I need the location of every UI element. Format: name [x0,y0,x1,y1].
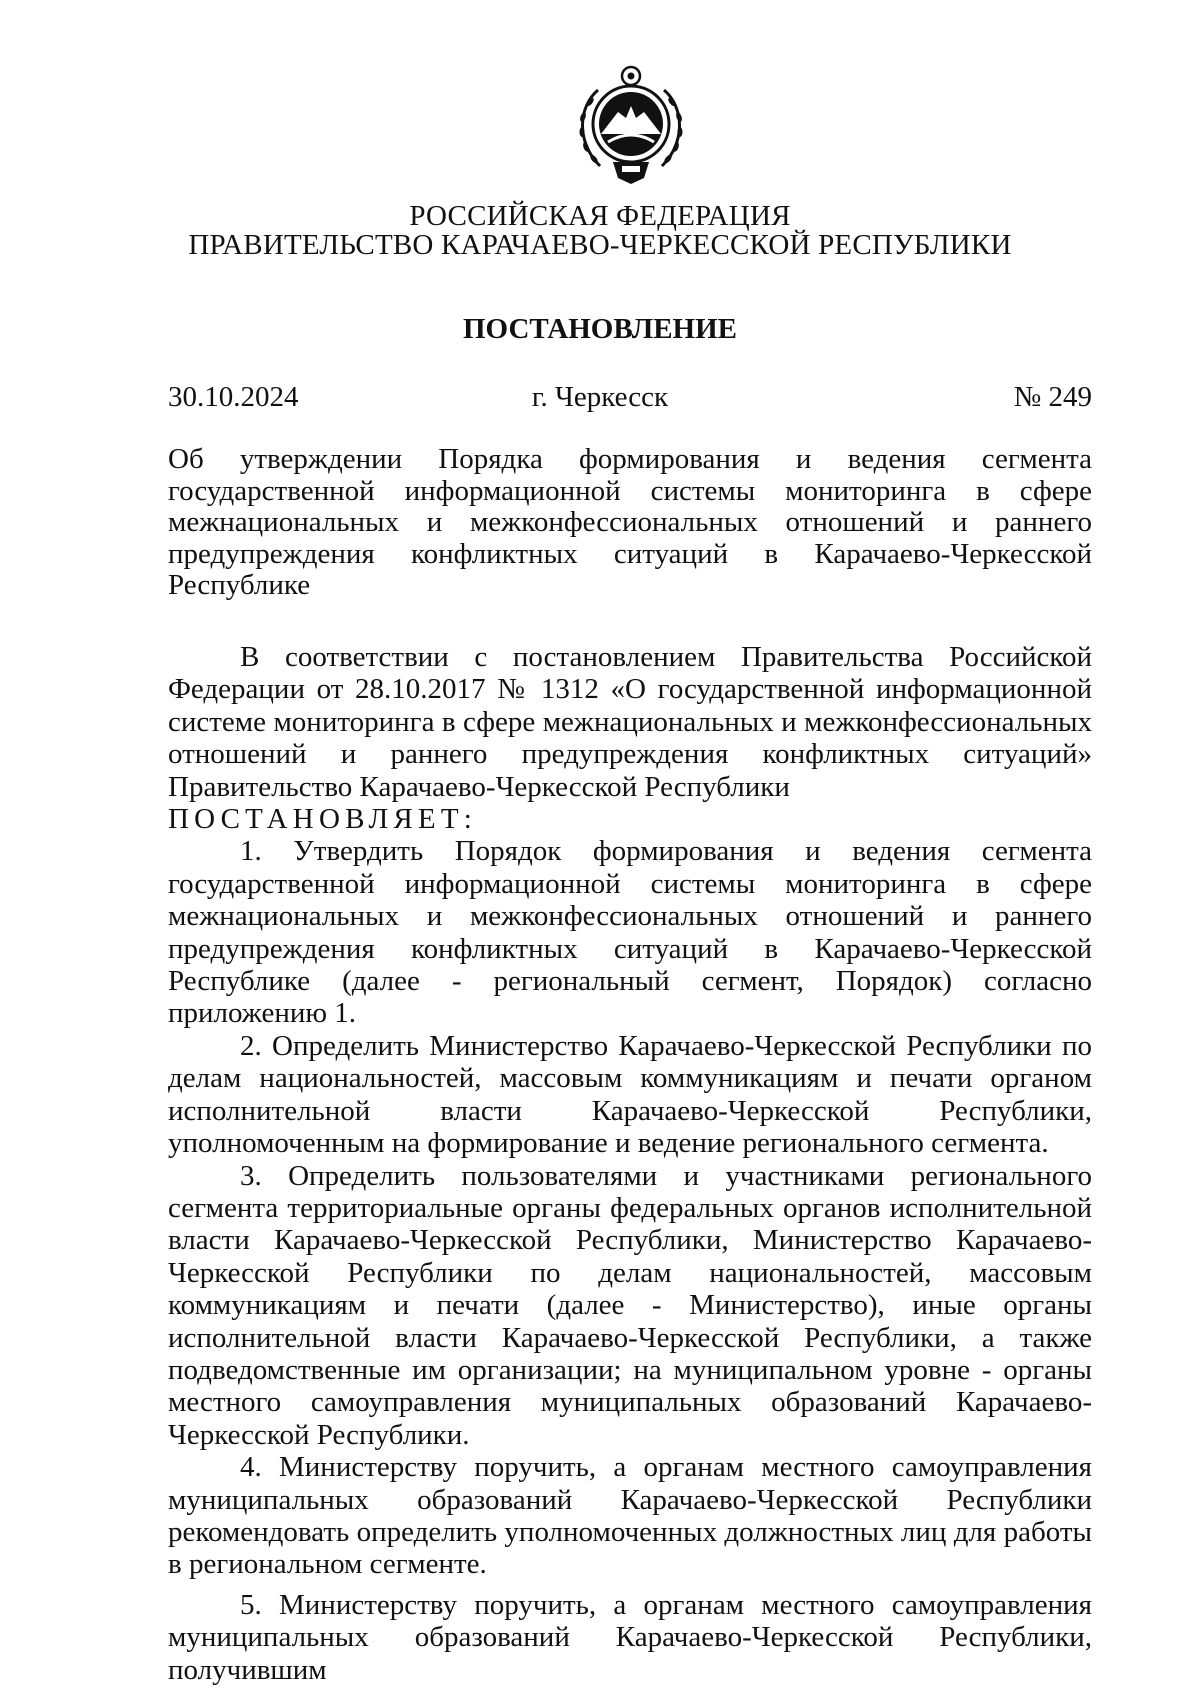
preamble-paragraph: В соответствии с постановлением Правительства Российской Федерации от 28.10.2017 № 1312 «О государственной информационной системе мониторинга в сфере межнациональных и межконфессиональных отношений и раннего предупреждения конфликтных ситуаций» Правительство Карачаево-Черкесской Республики [168,641,1092,803]
item-2: 2. Определить Министерство Карачаево-Черкесской Республики по делам национальностей, массовым коммуникациям и печати органом исполнительной власти Карачаево-Черкесской Республики, уполномоченным на формирование и ведение регионального сегмента. [168,1029,1092,1160]
item-1: 1. Утвердить Порядок формирования и ведения сегмента государственной информационной системы мониторинга в сфере межнациональных и межконфессиональных отношений и раннего предупреждения конфликтных ситуаций в Карачаево-Черкесской Республике (далее - региональный сегмент, Порядок) согласно приложению 1. [168,835,1092,1030]
document-body [168,641,1092,1686]
item-4: 4. Министерству поручить, а органам местного самоуправления муниципальных образований Карачаево-Черкесской Республики рекомендовать определить уполномоченных должностных лиц для работы в региональном сегменте. [168,1451,1092,1581]
item-3: 3. Определить пользователями и участниками регионального сегмента территориальные органы федеральных органов исполнительной власти Карачаево-Черкесской Республики, Министерство Карачаево-Черкесской Республики по делам национальностей, массовым коммуникациям и печати (далее - Министерство), иные органы исполнительной власти Карачаево-Черкесской Республики, а также подведомственные им организации; на муниципальном уровне - органы местного самоуправления муниципальных образований Карачаево-Черкесской Республики. [168,1159,1092,1451]
document-title: Об утверждении Порядка формирования и ведения сегмента государственной информационной системы мониторинга в сфере межнациональных и межконфессиональных отношений и раннего предупреждения конфликтных ситуаций в Карачаево-Черкесской Республике [168,443,1092,602]
header-country: РОССИЙСКАЯ ФЕДЕРАЦИЯ [409,200,791,232]
header-government: ПРАВИТЕЛЬСТВО КАРАЧАЕВО-ЧЕРКЕССКОЙ РЕСПУБЛИКИ [188,229,1012,261]
decree-word: ПОСТАНОВЛЯЕТ: [168,803,478,836]
item-5: 5. Министерству поручить, а органам местного самоуправления муниципальных образований Карачаево-Черкесской Республики, получившим [168,1588,1092,1686]
document-number: № 249 [1013,381,1092,413]
document-city: г. Черкесск [531,381,669,413]
document-date: 30.10.2024 [168,381,299,413]
document-type: ПОСТАНОВЛЕНИЕ [462,313,737,345]
republic-coat-of-arms-icon [568,62,694,190]
